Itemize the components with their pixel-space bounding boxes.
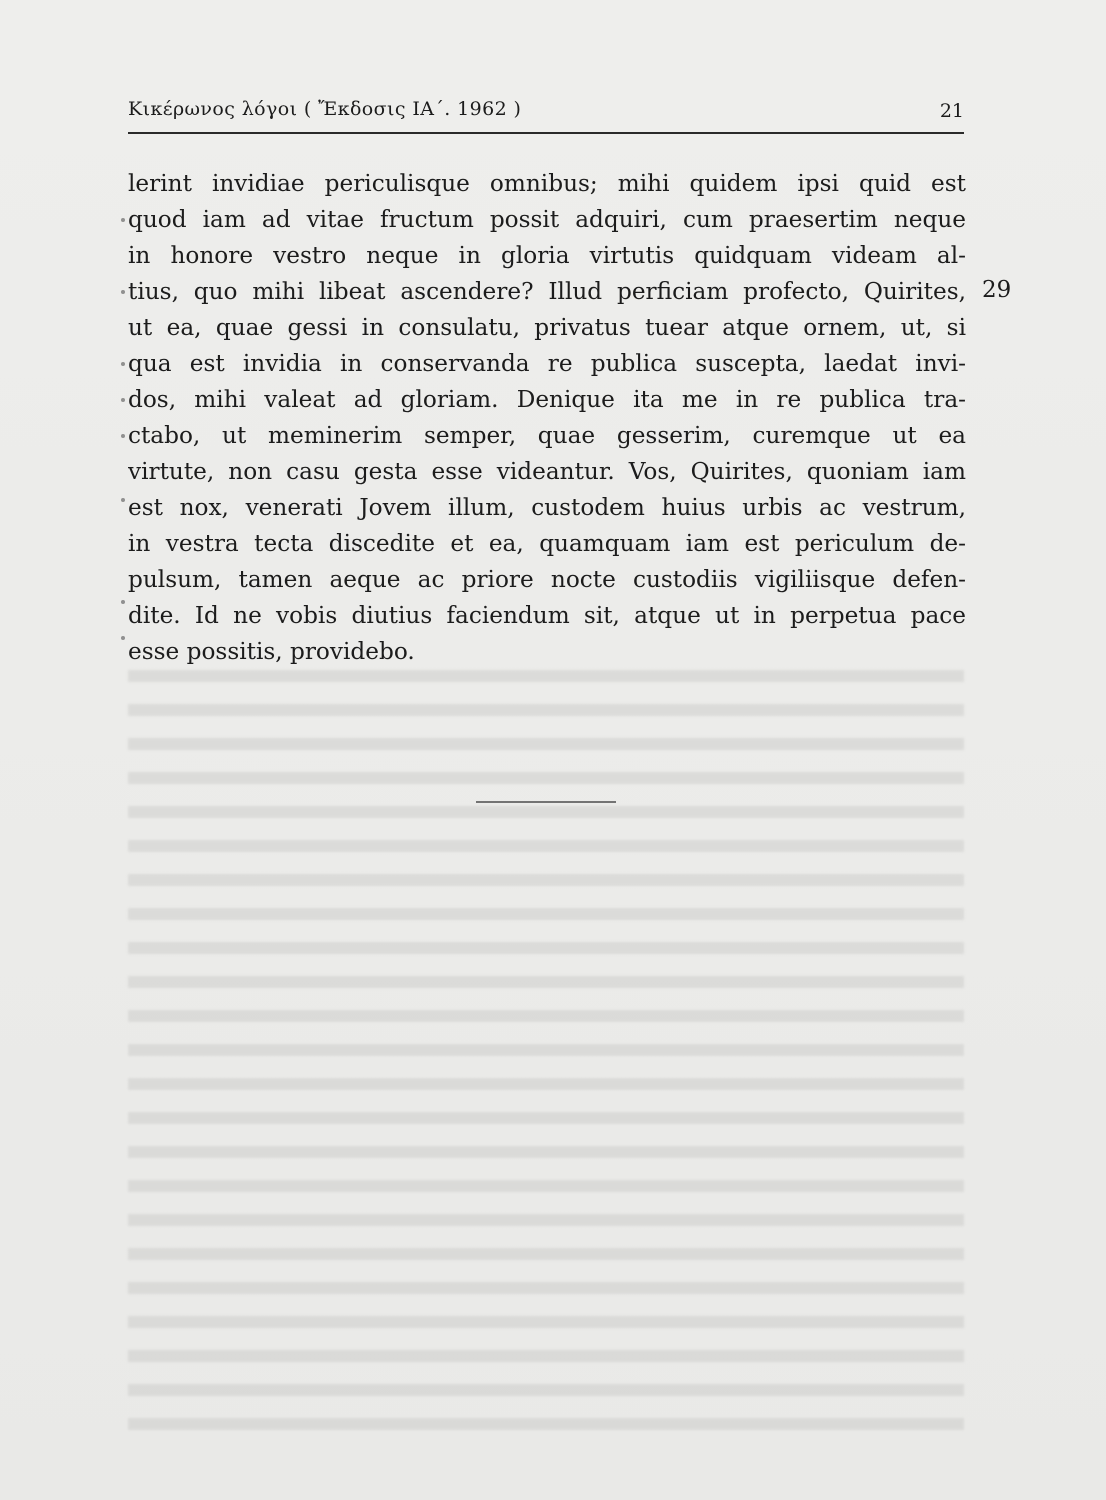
body-text (128, 166, 966, 670)
margin-dot (121, 290, 125, 294)
margin-dot (121, 398, 125, 402)
text-line: dite. Id ne vobis diutius faciendum sit, atque ut in perpetua pace (128, 602, 966, 629)
margin-dot (121, 636, 125, 640)
text-line: qua est invidia in conservanda re publica suscepta, laedat invi- (128, 350, 966, 377)
text-line: virtute, non casu gesta esse videantur. Vos, Quirites, quoniam iam (128, 458, 966, 485)
bleed-through-text (128, 660, 964, 1440)
margin-dot (121, 218, 125, 222)
section-margin-number: 29 (982, 277, 1012, 303)
text-line: ctabo, ut meminerim semper, quae gesserim, curemque ut ea (128, 422, 966, 449)
text-line: est nox, venerati Jovem illum, custodem huius urbis ac vestrum, (128, 494, 966, 521)
running-header (128, 96, 964, 134)
text-line: quod iam ad vitae fructum possit adquiri, cum praesertim neque (128, 206, 966, 233)
margin-dot (121, 362, 125, 366)
bleed-through-rule (476, 801, 616, 803)
text-line: pulsum, tamen aeque ac priore nocte custodiis vigiliisque defen- (128, 566, 966, 593)
margin-dot (121, 498, 125, 502)
text-line: in vestra tecta discedite et ea, quamquam iam est periculum de- (128, 530, 966, 557)
text-line: lerint invidiae periculisque omnibus; mihi quidem ipsi quid est (128, 170, 966, 197)
text-line: in honore vestro neque in gloria virtutis quidquam videam al- (128, 242, 966, 269)
text-line: tius, quo mihi libeat ascendere? Illud perficiam profecto, Quirites, (128, 278, 966, 305)
header-title: Κικέρωνος λόγοι ( Ἔκδοσις ΙΑ΄. 1962 ) (128, 98, 522, 120)
text-line: ut ea, quae gessi in consulatu, privatus tuear atque ornem, ut, si (128, 314, 966, 341)
text-line: dos, mihi valeat ad gloriam. Denique ita me in re publica tra- (128, 386, 966, 413)
page-number: 21 (939, 100, 964, 122)
margin-dot (121, 600, 125, 604)
margin-dot (121, 434, 125, 438)
text-line: esse possitis, providebo. (128, 638, 415, 665)
